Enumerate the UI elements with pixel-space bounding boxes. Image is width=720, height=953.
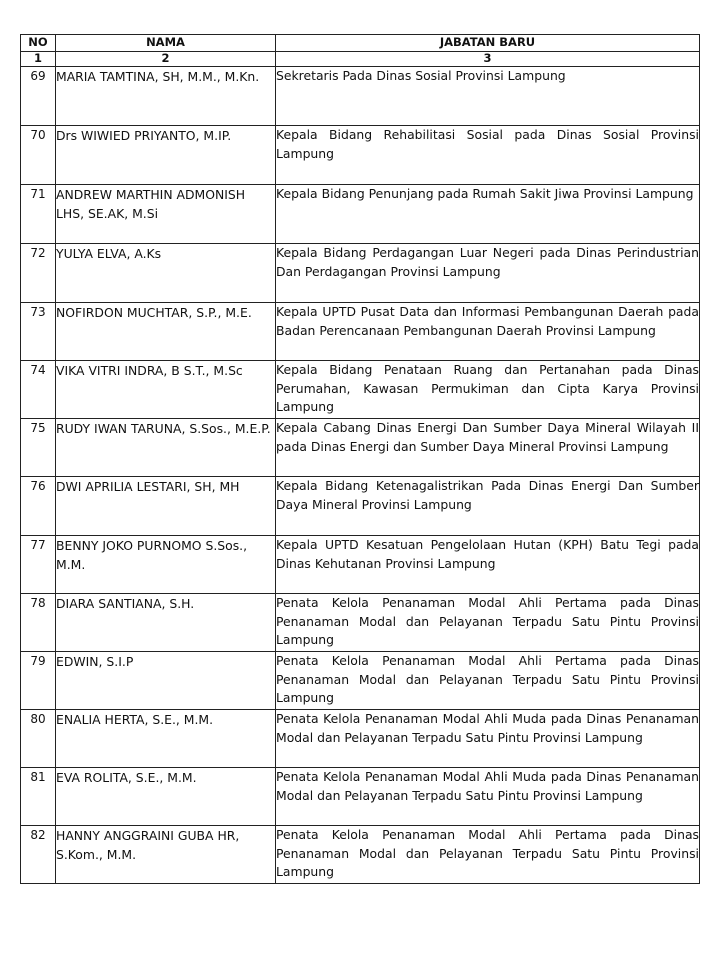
row-nama: HANNY ANGGRAINI GUBA HR, S.Kom., M.M. bbox=[56, 826, 276, 884]
row-jabatan: Kepala Bidang Rehabilitasi Sosial pada Dinas Sosial Provinsi Lampung bbox=[276, 126, 700, 185]
row-nama: BENNY JOKO PURNOMO S.Sos., M.M. bbox=[56, 536, 276, 594]
row-jabatan: Kepala UPTD Kesatuan Pengelolaan Hutan (KPH) Batu Tegi pada Dinas Kehutanan Provinsi Lampung bbox=[276, 536, 700, 594]
row-jabatan: Sekretaris Pada Dinas Sosial Provinsi Lampung bbox=[276, 67, 700, 126]
row-nama: Drs WIWIED PRIYANTO, M.IP. bbox=[56, 126, 276, 185]
row-nama: DWI APRILIA LESTARI, SH, MH bbox=[56, 477, 276, 536]
subheader-jabatan: 3 bbox=[276, 52, 700, 67]
header-jabatan-baru: JABATAN BARU bbox=[276, 35, 700, 52]
row-nama: EVA ROLITA, S.E., M.M. bbox=[56, 768, 276, 826]
row-no: 76 bbox=[21, 477, 56, 536]
row-nama: YULYA ELVA, A.Ks bbox=[56, 244, 276, 303]
row-nama: VIKA VITRI INDRA, B S.T., M.Sc bbox=[56, 361, 276, 419]
table-row bbox=[21, 244, 700, 303]
row-nama: NOFIRDON MUCHTAR, S.P., M.E. bbox=[56, 303, 276, 361]
row-jabatan: Kepala UPTD Pusat Data dan Informasi Pembangunan Daerah pada Badan Perencanaan Pembangunan Daerah Provinsi Lampung bbox=[276, 303, 700, 361]
row-nama: MARIA TAMTINA, SH, M.M., M.Kn. bbox=[56, 67, 276, 126]
table-row bbox=[21, 67, 700, 126]
row-no: 73 bbox=[21, 303, 56, 361]
table-subheader-row bbox=[21, 52, 700, 67]
row-nama: DIARA SANTIANA, S.H. bbox=[56, 594, 276, 652]
row-nama: EDWIN, S.I.P bbox=[56, 652, 276, 710]
table-row bbox=[21, 826, 700, 884]
row-jabatan: Penata Kelola Penanaman Modal Ahli Muda pada Dinas Penanaman Modal dan Pelayanan Terpadu Satu Pintu Provinsi Lampung bbox=[276, 768, 700, 826]
row-jabatan: Kepala Bidang Ketenagalistrikan Pada Dinas Energi Dan Sumber Daya Mineral Provinsi Lampung bbox=[276, 477, 700, 536]
table-row bbox=[21, 477, 700, 536]
row-jabatan: Penata Kelola Penanaman Modal Ahli Pertama pada Dinas Penanaman Modal dan Pelayanan Terpadu Satu Pintu Provinsi Lampung bbox=[276, 652, 700, 710]
subheader-nama: 2 bbox=[56, 52, 276, 67]
jabatan-table bbox=[20, 34, 700, 884]
table-row bbox=[21, 768, 700, 826]
row-no: 82 bbox=[21, 826, 56, 884]
row-jabatan: Penata Kelola Penanaman Modal Ahli Muda pada Dinas Penanaman Modal dan Pelayanan Terpadu Satu Pintu Provinsi Lampung bbox=[276, 710, 700, 768]
table-header-row bbox=[21, 35, 700, 52]
row-no: 75 bbox=[21, 419, 56, 477]
row-jabatan: Kepala Bidang Penataan Ruang dan Pertanahan pada Dinas Perumahan, Kawasan Permukiman dan Cipta Karya Provinsi Lampung bbox=[276, 361, 700, 419]
table-row bbox=[21, 361, 700, 419]
table-row bbox=[21, 652, 700, 710]
row-jabatan: Kepala Bidang Perdagangan Luar Negeri pada Dinas Perindustrian Dan Perdagangan Provinsi Lampung bbox=[276, 244, 700, 303]
row-no: 70 bbox=[21, 126, 56, 185]
table-row bbox=[21, 126, 700, 185]
row-no: 80 bbox=[21, 710, 56, 768]
header-no: NO bbox=[21, 35, 56, 52]
row-no: 77 bbox=[21, 536, 56, 594]
row-nama: RUDY IWAN TARUNA, S.Sos., M.E.P. bbox=[56, 419, 276, 477]
row-no: 79 bbox=[21, 652, 56, 710]
row-no: 78 bbox=[21, 594, 56, 652]
table-row bbox=[21, 536, 700, 594]
header-nama: NAMA bbox=[56, 35, 276, 52]
row-no: 71 bbox=[21, 185, 56, 244]
row-jabatan: Kepala Bidang Penunjang pada Rumah Sakit Jiwa Provinsi Lampung bbox=[276, 185, 700, 244]
row-no: 74 bbox=[21, 361, 56, 419]
row-jabatan: Penata Kelola Penanaman Modal Ahli Pertama pada Dinas Penanaman Modal dan Pelayanan Terpadu Satu Pintu Provinsi Lampung bbox=[276, 826, 700, 884]
row-nama: ENALIA HERTA, S.E., M.M. bbox=[56, 710, 276, 768]
table-row bbox=[21, 419, 700, 477]
row-no: 72 bbox=[21, 244, 56, 303]
table-row bbox=[21, 303, 700, 361]
row-no: 81 bbox=[21, 768, 56, 826]
table-row bbox=[21, 185, 700, 244]
row-nama: ANDREW MARTHIN ADMONISH LHS, SE.AK, M.Si bbox=[56, 185, 276, 244]
row-jabatan: Penata Kelola Penanaman Modal Ahli Pertama pada Dinas Penanaman Modal dan Pelayanan Terpadu Satu Pintu Provinsi Lampung bbox=[276, 594, 700, 652]
subheader-no: 1 bbox=[21, 52, 56, 67]
row-jabatan: Kepala Cabang Dinas Energi Dan Sumber Daya Mineral Wilayah II pada Dinas Energi dan Sumber Daya Mineral Provinsi Lampung bbox=[276, 419, 700, 477]
table-row bbox=[21, 594, 700, 652]
table-row bbox=[21, 710, 700, 768]
row-no: 69 bbox=[21, 67, 56, 126]
